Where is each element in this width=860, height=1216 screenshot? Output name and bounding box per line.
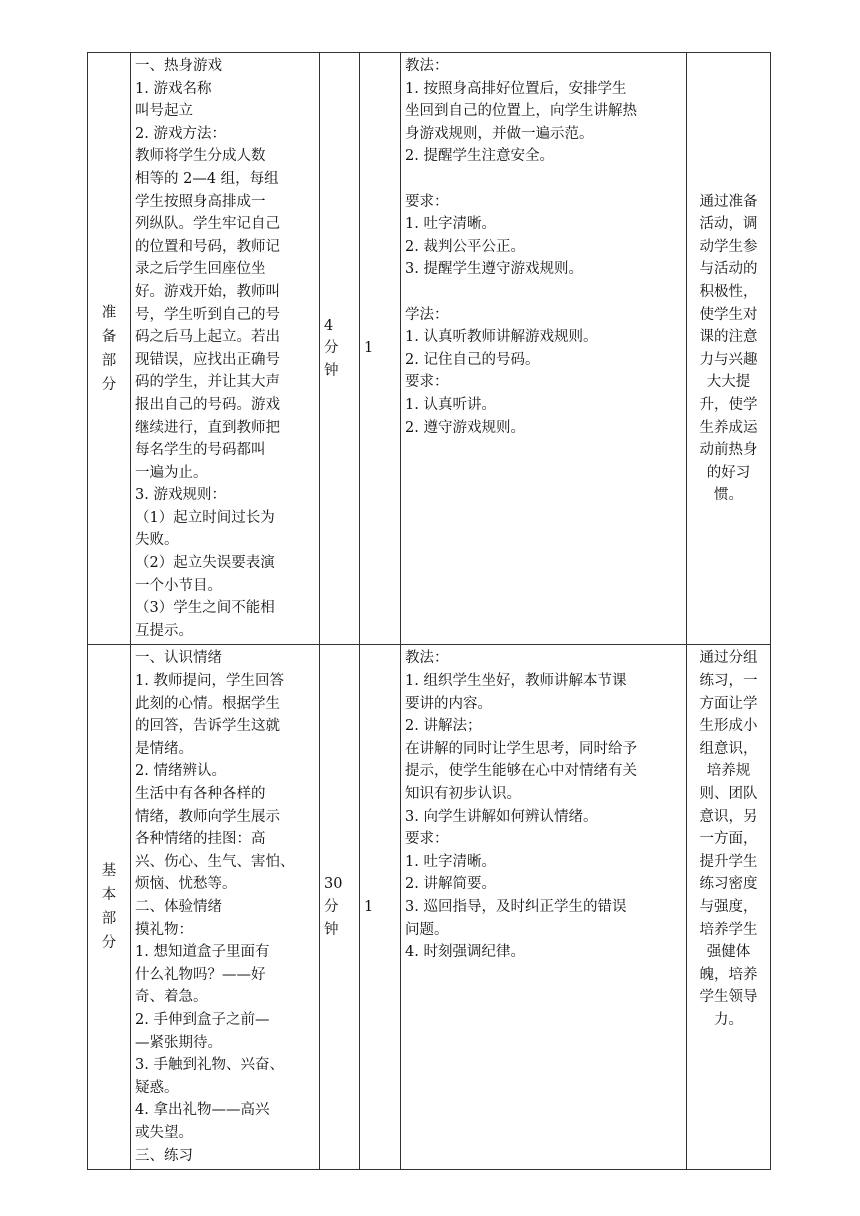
text-line: 的回答，告诉学生这就	[135, 718, 280, 735]
text-line: 失败。	[135, 532, 179, 549]
text-line: 练习，一	[699, 673, 758, 690]
text-line: 要求：	[405, 831, 449, 848]
text-line	[405, 168, 682, 191]
text-line: 方面让学	[699, 695, 758, 712]
text-line: 一个小节目。	[135, 577, 222, 594]
text-line: 大大提	[706, 374, 751, 391]
lesson-plan-table	[87, 52, 771, 1170]
text-line: 现错误，应找出正确号	[135, 351, 280, 368]
table-row-basic	[88, 645, 771, 1170]
text-line: 生活中有各种各样的	[135, 786, 266, 802]
text-line: —紧张期待。	[135, 1034, 222, 1051]
text-line: 教法：	[405, 650, 449, 667]
text-line: 一方面，	[699, 831, 758, 848]
purpose-cell	[687, 645, 771, 1170]
text-line: 3. 游戏规则：	[135, 487, 226, 504]
section-label: 准备部分	[101, 304, 117, 393]
text-line: 是情绪。	[135, 740, 193, 757]
text-line: 生养成运	[699, 419, 758, 436]
text-line: 4. 时刻强调纪律。	[405, 944, 525, 961]
time-lines	[324, 873, 355, 941]
text-line: 教师将学生分成人数	[135, 148, 266, 165]
content-cell	[131, 53, 320, 645]
text-line: 2. 情绪辨认。	[135, 763, 226, 780]
text-line: 1. 吐字清晰。	[405, 216, 496, 233]
text-line: 力。	[714, 1011, 743, 1028]
text-line: 码的学生，并让其大声	[135, 374, 280, 391]
count-cell	[360, 53, 401, 645]
text-line: 3. 手触到礼物、兴奋、	[135, 1057, 284, 1074]
section-label-cell	[88, 645, 131, 1170]
text-line: 3. 巡回指导，及时纠正学生的错误	[405, 898, 627, 915]
time-lines	[324, 315, 355, 383]
text-line: 积极性，	[699, 283, 758, 300]
purpose-cell	[687, 53, 771, 645]
text-line: 2. 遵守游戏规则。	[405, 419, 525, 436]
text-line: （1）起立时间过长为	[135, 509, 275, 526]
purpose-lines	[691, 191, 766, 507]
count-value: 1	[364, 340, 374, 357]
text-line: 坐回到自己的位置上，向学生讲解热	[405, 103, 637, 120]
text-line: 烦恼、忧愁等。	[135, 876, 237, 893]
text-line: 一、热身游戏	[135, 58, 222, 74]
text-line: 相等的 2—4 组，每组	[135, 170, 279, 187]
text-line: 列纵队。学生牢记自己	[135, 216, 280, 233]
text-line	[405, 281, 682, 304]
text-line: 培养规	[706, 763, 751, 780]
text-line: 强健体	[706, 944, 751, 961]
text-line: 1. 按照身高排好位置后，安排学生	[405, 80, 627, 97]
text-line: 活动，调	[699, 216, 758, 233]
text-line: 1. 教师提问，学生回答	[135, 673, 284, 690]
method-lines	[405, 55, 682, 439]
table-row-prep	[88, 53, 771, 645]
text-line: 培养学生	[699, 921, 758, 938]
text-line: 惯。	[714, 487, 743, 504]
time-cell	[320, 645, 360, 1170]
text-line: 生形成小	[699, 718, 758, 735]
text-line: 力与兴趣	[699, 351, 758, 368]
text-line: 2. 提醒学生注意安全。	[405, 148, 554, 165]
text-line: 动前热身	[699, 442, 758, 459]
text-line: 教法：	[405, 58, 449, 74]
text-line: 此刻的心情。根据学生	[135, 695, 280, 712]
text-line: 要求：	[405, 193, 449, 210]
text-line: 1. 认真听讲。	[405, 396, 496, 413]
text-line: 叫号起立	[135, 103, 193, 120]
text-line: 学生按照身高排成一	[135, 193, 266, 210]
text-line: 1. 认真听教师讲解游戏规则。	[405, 329, 598, 346]
text-line: 各种情绪的挂图：高	[135, 831, 266, 848]
text-line: 二、体验情绪	[135, 898, 222, 915]
text-line: 要讲的内容。	[405, 695, 492, 712]
text-line: 课的注意	[699, 329, 758, 346]
text-line: 2. 记住自己的号码。	[405, 351, 540, 368]
method-cell	[401, 53, 687, 645]
text-line: 通过分组	[699, 650, 758, 667]
text-line: 兴、伤心、生气、害怕、	[135, 853, 295, 870]
text-line: 互提示。	[135, 622, 193, 639]
text-line: 学法：	[405, 306, 449, 323]
text-line: 钟	[324, 921, 339, 938]
text-line: 或失望。	[135, 1124, 193, 1141]
text-line: 一遍为止。	[135, 464, 208, 481]
text-line: 录之后学生回座位坐	[135, 261, 266, 278]
text-line: 1. 游戏名称	[135, 80, 212, 97]
section-label: 基本部分	[101, 863, 117, 952]
text-line: 组意识，	[699, 740, 758, 757]
text-line: 奇、着急。	[135, 989, 208, 1006]
text-line: 知识有初步认识。	[405, 786, 521, 802]
text-line: 学生领导	[699, 989, 758, 1006]
text-line: 2. 游戏方法：	[135, 125, 226, 142]
text-line: 2. 讲解简要。	[405, 876, 496, 893]
text-line: 码之后马上起立。若出	[135, 329, 280, 346]
method-cell	[401, 645, 687, 1170]
content-lines	[135, 55, 315, 642]
text-line: 则、团队	[699, 786, 758, 802]
text-line: 分	[324, 340, 339, 357]
text-line: 升，使学	[699, 396, 758, 413]
text-line: 与强度，	[699, 898, 758, 915]
content-cell	[131, 645, 320, 1170]
text-line: 疑惑。	[135, 1079, 179, 1096]
text-line: 3. 向学生讲解如何辨认情绪。	[405, 808, 598, 825]
text-line: 的位置和号码，教师记	[135, 238, 280, 255]
text-line: 报出自己的号码。游戏	[135, 396, 280, 413]
text-line: 提升学生	[699, 853, 758, 870]
section-label-cell	[88, 53, 131, 645]
purpose-lines	[691, 647, 766, 1031]
text-line: 身游戏规则，并做一遍示范。	[405, 125, 594, 142]
text-line: （3）学生之间不能相	[135, 600, 275, 617]
text-line: 1. 吐字清晰。	[405, 853, 496, 870]
text-line: 使学生对	[699, 306, 758, 323]
text-line: 在讲解的同时让学生思考，同时给予	[405, 740, 637, 757]
method-lines	[405, 647, 682, 963]
count-value: 1	[364, 898, 374, 915]
text-line: 好。游戏开始，教师叫	[135, 283, 280, 300]
text-line: 三、练习	[135, 1147, 193, 1164]
text-line: 摸礼物：	[135, 921, 193, 938]
text-line: 情绪，教师向学生展示	[135, 808, 280, 825]
text-line: 继续进行，直到教师把	[135, 419, 280, 436]
text-line: 2. 讲解法；	[405, 718, 482, 735]
text-line: 2. 手伸到盒子之前—	[135, 1011, 270, 1028]
text-line: 什么礼物吗？——好	[135, 966, 266, 983]
text-line: 钟	[324, 363, 339, 380]
text-line: 练习密度	[699, 876, 758, 893]
text-line: 要求：	[405, 374, 449, 391]
time-cell	[320, 53, 360, 645]
text-line: 提示，使学生能够在心中对情绪有关	[405, 763, 637, 780]
text-line: 4	[324, 317, 334, 334]
text-line: 魄，培养	[699, 966, 758, 983]
text-line: 2. 裁判公平公正。	[405, 238, 525, 255]
text-line: 1. 想知道盒子里面有	[135, 944, 270, 961]
text-line: 与活动的	[699, 261, 758, 278]
text-line: 4. 拿出礼物——高兴	[135, 1102, 270, 1119]
text-line: 分	[324, 898, 339, 915]
text-line: 1. 组织学生坐好，教师讲解本节课	[405, 673, 627, 690]
text-line: （2）起立失误要表演	[135, 555, 275, 572]
text-line: 动学生参	[699, 238, 758, 255]
text-line: 意识，另	[699, 808, 758, 825]
content-lines	[135, 647, 315, 1167]
text-line: 每名学生的号码都叫	[135, 442, 266, 459]
text-line: 通过准备	[699, 193, 758, 210]
text-line: 30	[324, 876, 343, 893]
count-cell	[360, 645, 401, 1170]
text-line: 号，学生听到自己的号	[135, 306, 280, 323]
text-line: 的好习	[706, 464, 751, 481]
text-line: 问题。	[405, 921, 449, 938]
text-line: 3. 提醒学生遵守游戏规则。	[405, 261, 583, 278]
text-line: 一、认识情绪	[135, 650, 222, 667]
